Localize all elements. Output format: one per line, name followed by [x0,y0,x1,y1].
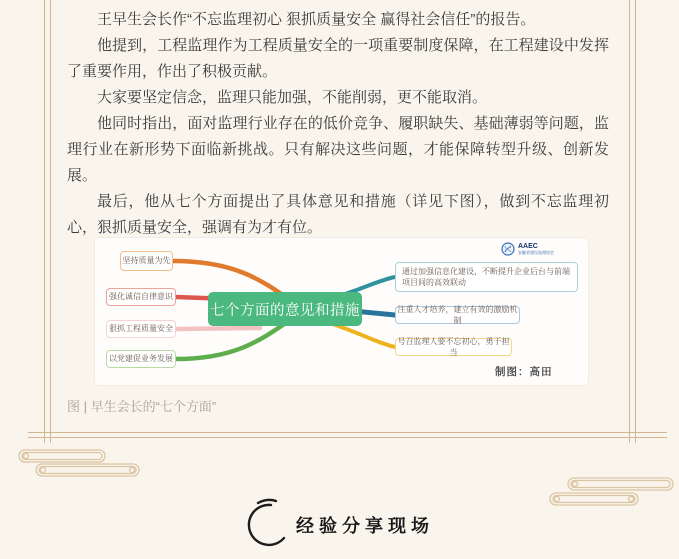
section-title-block [0,497,679,553]
frame-bottom-border [28,432,667,438]
mindmap-node-talent: 注重人才培养，建立有效的激励机制 [395,306,520,324]
mindmap-center-node: 七个方面的意见和措施 [208,292,362,326]
frame-right-border [629,0,636,443]
paragraph: 王早生会长作“不忘监理初心 狠抓质量安全 赢得社会信任”的报告。 [97,11,536,28]
mindmap-node-quality-safety: 狠抓工程质量安全 [106,320,176,338]
mindmap-credit: 制图：高田 [495,366,553,378]
mindmap-node-mission: 号召监理人要不忘初心，勇于担当 [395,338,512,356]
paragraph: 最后，他从七个方面提出了具体意见和措施（详见下图），做到不忘监理初心，狠抓质量安全，强调有为才有位。 [67,193,609,236]
section-title-text: 经验分享现场 [296,516,434,536]
cloud-ornament-left [16,448,142,482]
mindmap-node-integrity: 强化诚信自律意识 [106,288,176,306]
article-body [67,7,609,241]
mindmap-node-informatization: 通过加强信息化建设，不断提升企业后台与前端项目间的高效联动 [395,262,578,292]
figure-caption: 图 | 早生会长的“七个方面” [67,399,217,414]
brush-circle-icon [245,498,291,552]
aaec-logo-abbr: AAEC [518,243,538,250]
frame-left-border [44,0,51,443]
aaec-logo-name: 安徽省建设监理协会 [518,250,554,255]
paragraph: 大家要坚定信念，监理只能加强，不能削弱，更不能取消。 [97,89,488,106]
mindmap-node-quality-first: 坚持质量为先 [120,251,173,271]
mindmap-node-party-building: 以党建促业务发展 [106,350,176,368]
paragraph: 他同时指出，面对监理行业存在的低价竞争、履职缺失、基础薄弱等问题，监理行业在新形势下面临新挑战。只有解决这些问题，才能保障转型升级、创新发展。 [67,115,609,184]
mindmap-figure[interactable] [95,238,588,385]
aaec-logo [501,242,554,256]
paragraph: 他提到，工程监理作为工程质量安全的一项重要制度保障，在工程建设中发挥了重要作用，作出了积极贡献。 [67,37,609,80]
aaec-logo-icon [501,242,515,256]
